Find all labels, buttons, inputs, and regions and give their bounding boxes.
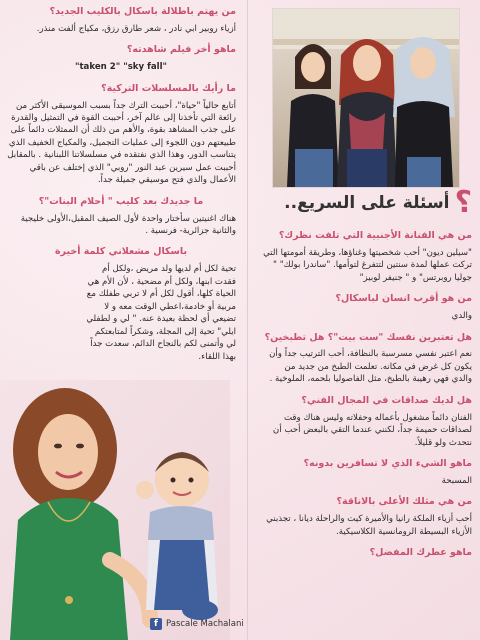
question-last-film: ماهو أخر فيلم شاهدته؟ <box>126 44 236 56</box>
column-divider <box>247 0 248 640</box>
group-photo <box>272 8 460 188</box>
question-last-word: باسكال مشعلاني كلمة أخيرة <box>54 246 188 258</box>
question-style-icon: من هي مثلك الأعلى بالاناقة؟ <box>336 496 472 508</box>
answer-foreign-artist: "سيلين ديون" أحب شخصيتها وغناؤها، وطريقة أمومتها التي تركت عملها لمدة سنتين لتتفرغ لتوأمها. "ساندرا بولك" " جوليا روبرتس" و " جنيفر لوبيز" <box>263 247 472 283</box>
facebook-name: Pascale Machalani <box>166 619 244 629</box>
facebook-icon: f <box>150 618 162 630</box>
question-turkish-series: ما رأيك بالمسلسلات التركية؟ <box>101 82 236 94</box>
answer-travel-item: المسبحة <box>441 475 472 486</box>
headline-title: أسئلة على السريع.. <box>284 193 450 213</box>
answer-turkish-series: أتابع حالياً "حياة"، أحببت الترك جداً بسبب الموسيقى الأكثر من رائعة التي تأخذنا إلى عالم آخر، أحببت القوة في التمثيل والقدرة على جذب المشاهد بقوة، والأهم من ذلك أن الممثلات دائماً على طبيعتهم دون اللجوء إلى عمليات التجميل، والمكياج الخفيف الذي يتناسب الدور، وهذا الذي نفتقده في مسلسلاتنا اللبنانية . بالمقابل أحببت عمل سيرين عبد النور "روبي" الذي إختلف عن باقي الأعمال والذي فتح موسيقي جميلة جداً. <box>7 100 236 186</box>
answer-clip-look: أزياء روبير ابي نادر ، شعر طارق رزق، مكياج ألفت منذر. <box>36 23 236 34</box>
answer-friendships: الفنان دائماً مشغول بأعماله وحفلاته وليس هناك وقت لصداقات حميمة جداً، لكنني عندما التقي بالبعض أحب أن نتحدث ولو قليلاً. <box>272 412 472 448</box>
question-foreign-artist: من هي الفنانة الأجنبية التي تلفت نظرك؟ <box>278 230 472 241</box>
question-housewife: هل تعتبرين نفسك "ست بيت"؟ هل تطبخين؟ <box>264 331 472 343</box>
answer-style-icon: أحب أزياء الملكة رانيا والأميرة كيت والراحلة ديانا ، تجذبني الأزياء البسيطة الرومانسية الكلاسيكية. <box>266 514 472 537</box>
answer-last-word: تحية لكل أم لديها ولد مريض ،ولكل أم فقدت ابنها، ولكل أم مضحية ، لأن الأم هي الحياة كلها، أقول لكل أم لا تربي طفلك مع مربية أو خادمة،اعطي الوقت معه و لا تضيعي أي لحظة بعيدة عنه. " لي و لطفلي ايلي" تحية إلى المجلة، وشكراً لمتابعتكم لي وأتمنى لكم بالنجاح الدائم، سعدت جداً بهذا اللقاء. <box>86 264 236 362</box>
answer-closest-person: والدي <box>451 311 472 322</box>
right-column <box>262 230 472 564</box>
question-clip-look: من يهتم باطلالة باسكال بالكليب الجديد؟ <box>49 6 236 17</box>
answer-new-work: هناك اغنيتين سأختار واحدة لأول الصيف المقبل،الأولى خليجية والثانية جزائرية- فرنسية . <box>20 213 236 237</box>
question-travel-item: ماهو الشيء الذي لا تسافرين بدونه؟ <box>303 458 472 470</box>
facebook-credit <box>150 618 244 630</box>
question-friendships: هل لديك صداقات في المجال الفني؟ <box>301 394 472 406</box>
question-closest-person: من هو أقرب انسان لباسكال؟ <box>335 293 472 305</box>
question-perfume: ماهو عطرك المفضل؟ <box>369 547 472 559</box>
answer-last-film: "taken 2" "sky fall" <box>74 62 168 73</box>
question-new-work: ما جديدك بعد كليب " أحلام البنات"؟ <box>38 195 204 207</box>
left-column <box>6 6 236 372</box>
question-mark-icon: ؟ <box>454 185 472 220</box>
answer-housewife: نعم اعتبر نفسي مسرسبة بالنظافة، أحب الترتيب جداً وأن يكون كل غرض في مكانه. تعلمت الطبخ من جديد من والدي فهي رهيبة بالطبخ، مثل الفاصوليا بلحمه، الملوخية . <box>269 349 472 385</box>
portrait-photo <box>0 380 230 640</box>
section-headline <box>262 185 472 220</box>
